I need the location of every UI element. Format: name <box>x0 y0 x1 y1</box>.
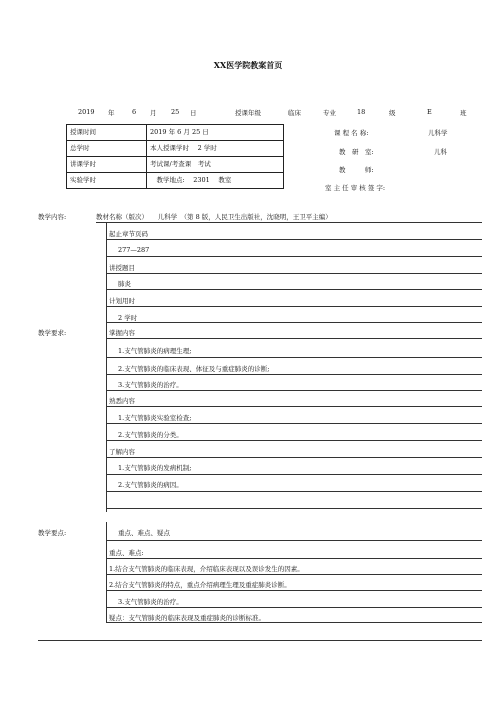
month-unit: 月 <box>150 109 157 117</box>
topic-label: 讲授题目 <box>109 264 135 272</box>
info-row <box>67 141 283 157</box>
master-item: 3.支气管肺炎的治疗。 <box>118 381 183 389</box>
rule-line <box>106 322 482 323</box>
rule-line <box>106 540 482 541</box>
hours-value: 2 学时 <box>118 314 138 322</box>
day-value: 25 <box>171 108 180 116</box>
grade-label: 授课年级 <box>235 109 261 117</box>
textbook-line: 教材名称（版次） 儿科学 （第 8 版，人民卫生出版社，沈晓明，王卫平主编） <box>96 213 332 221</box>
key-sub-label: 重点、难点: <box>109 549 144 557</box>
content-section-label: 教学内容: <box>38 213 67 221</box>
rule-line <box>106 622 482 623</box>
day-unit: 日 <box>190 109 197 117</box>
rule-line <box>106 457 482 458</box>
major-value: 临床 <box>288 109 301 117</box>
rule-line <box>106 338 482 339</box>
rule-line <box>106 357 482 358</box>
class-letter: E <box>427 108 432 116</box>
rule-line <box>106 590 482 591</box>
familiar-label: 熟悉内容 <box>109 397 135 405</box>
hours-label: 计划用时 <box>109 297 135 305</box>
major-unit: 专业 <box>323 109 336 117</box>
rule-line <box>106 558 482 559</box>
rule-line <box>106 390 482 391</box>
master-item: 2.支气管肺炎的临床表现、体征及与重症肺炎的诊断; <box>118 365 270 373</box>
info-label: 总学时 <box>67 141 147 156</box>
grade-num: 18 <box>357 108 366 116</box>
familiar-item: 2.支气管肺炎的分类。 <box>118 431 183 439</box>
teacher-label: 教 师: <box>339 166 374 174</box>
page-title: XX医学院教案首页 <box>213 60 283 70</box>
know-item: 1.支气管肺炎的发病机制; <box>118 464 192 472</box>
info-table <box>66 124 284 189</box>
info-value: 考试课/考查课 考试 <box>150 160 211 168</box>
key-head: 重点、难点、疑点 <box>118 529 170 537</box>
department-value: 儿科 <box>434 148 447 156</box>
requirement-section-label: 教学要求: <box>38 329 67 337</box>
rule-line <box>106 239 482 240</box>
know-label: 了解内容 <box>109 448 135 456</box>
info-value: 本人授课学时 2 学时 <box>150 144 217 152</box>
rule-line <box>106 607 482 608</box>
rule-line <box>106 406 482 407</box>
year-value: 2019 <box>78 108 95 116</box>
key-point: 2.结合支气管肺炎的特点，重点介绍病理生理及重症肺炎诊断。 <box>109 581 291 589</box>
grade-unit: 级 <box>389 109 396 117</box>
rule-line <box>106 491 482 492</box>
course-name-label: 课 程 名 称: <box>334 129 369 137</box>
info-label: 讲课学时 <box>67 157 147 172</box>
know-item: 2.支气管肺炎的病因。 <box>118 481 183 489</box>
key-point: 3.支气管肺炎的治疗。 <box>118 598 183 606</box>
rule-line <box>106 508 482 509</box>
doubt-line: 疑点：支气管肺炎的临床表现及重症肺炎的诊断标准。 <box>109 614 265 622</box>
info-value: 教学地点: 2301 教室 <box>150 176 232 184</box>
rule-line <box>106 440 482 441</box>
rule-line <box>106 374 482 375</box>
rule-line <box>106 273 482 274</box>
rule-line <box>106 256 482 257</box>
master-label: 掌握内容 <box>109 329 135 337</box>
rule-line <box>106 423 482 424</box>
rule-line <box>106 574 482 575</box>
info-value: 2019 年 6 月 25 日 <box>150 128 209 136</box>
key-point: 1.结合支气管肺炎的临床表现，介绍临床表现以及误诊发生的因素。 <box>109 565 304 573</box>
class-unit: 班 <box>460 109 467 117</box>
key-section-label: 教学要点: <box>38 529 67 537</box>
info-row <box>67 173 283 188</box>
course-name-value: 儿科学 <box>428 129 448 137</box>
section-border <box>106 222 107 512</box>
info-label: 实验学时 <box>67 173 147 188</box>
bottom-rule <box>38 640 482 641</box>
director-signature-label: 室 主 任 审 核 签 字: <box>325 184 386 192</box>
chapter-value: 277—287 <box>118 246 150 254</box>
info-row <box>67 125 283 141</box>
rule-line <box>96 222 482 223</box>
month-value: 6 <box>132 108 137 116</box>
rule-line <box>106 474 482 475</box>
topic-value: 肺炎 <box>118 280 131 288</box>
info-label: 授课时间 <box>67 125 147 140</box>
year-unit: 年 <box>108 109 115 117</box>
rule-line <box>106 289 482 290</box>
familiar-item: 1.支气管肺炎实验室检查; <box>118 414 192 422</box>
rule-line <box>106 306 482 307</box>
info-row <box>67 157 283 173</box>
chapter-label: 起止章节页码 <box>109 230 148 238</box>
master-item: 1.支气管肺炎的病理生理; <box>118 347 192 355</box>
department-label: 教 研 室: <box>339 148 374 156</box>
